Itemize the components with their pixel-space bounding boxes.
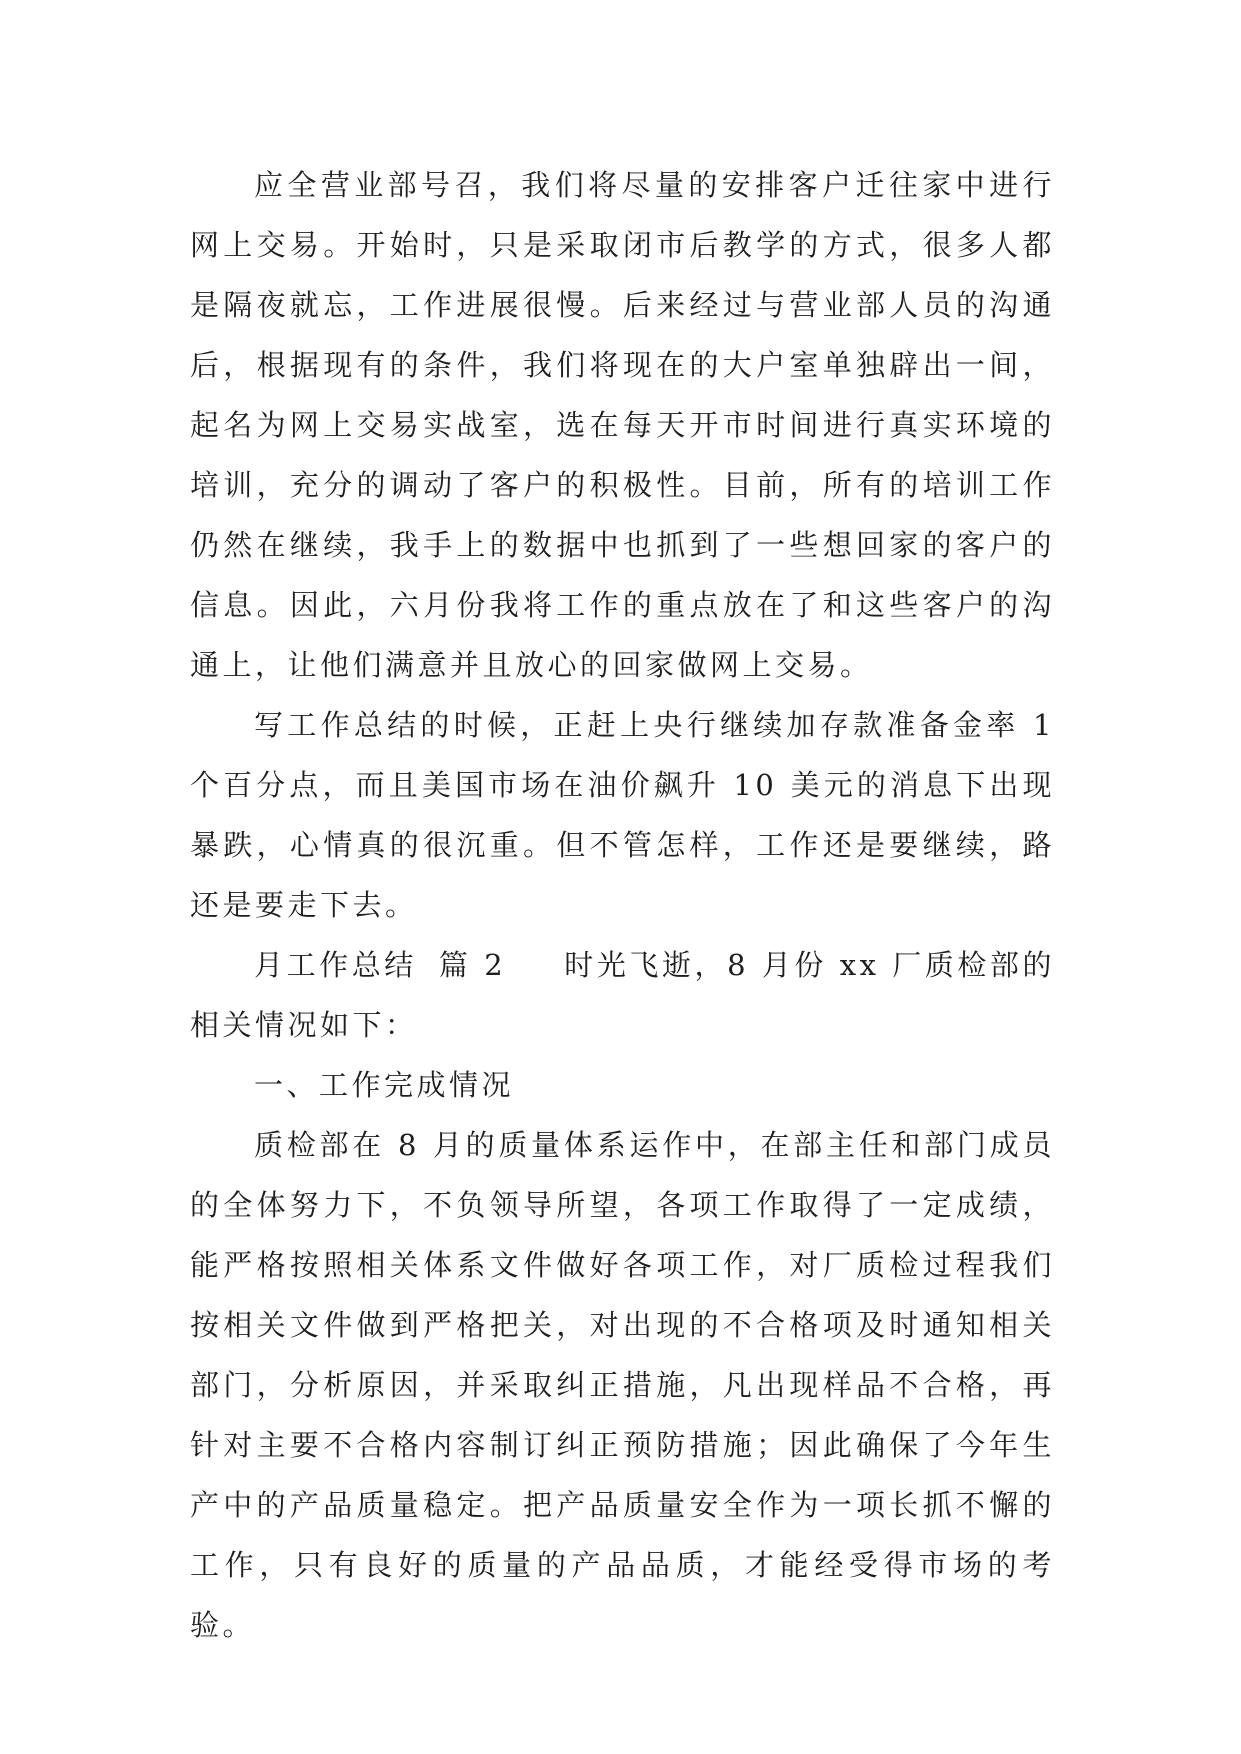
article-2-title: 月工作总结 xyxy=(254,948,417,982)
paragraph-online-trading: 应全营业部号召，我们将尽量的安排客户迁往家中进行网上交易。开始时，只是采取闭市后教学的方式，很多人都是隔夜就忘，工作进展很慢。后来经过与营业部人员的沟通后，根据现有的条件，我们将现在的大户室单独辟出一间，起名为网上交易实战室，选在每天开市时间进行真实环境的培训，充分的调动了客户的积极性。目前，所有的培训工作仍然在继续，我手上的数据中也抓到了一些想回家的客户的信息。因此，六月份我将工作的重点放在了和这些客户的沟通上，让他们满意并且放心的回家做网上交易。 xyxy=(190,168,1055,682)
document-body xyxy=(190,155,1055,1655)
article-2-intro: 时光飞逝，8 月份 xx 厂质检部的相关情况如下： xyxy=(190,948,1055,1042)
article-2-label: 篇 2 xyxy=(438,948,507,982)
article-2-heading-line xyxy=(190,935,1055,1055)
paragraph-summary-context: 写工作总结的时候，正赶上央行继续加存款准备金率 1 个百分点，而且美国市场在油价飙升 10 美元的消息下出现暴跌，心情真的很沉重。但不管怎样，工作还是要继续，路还是要走下去。 xyxy=(190,708,1055,922)
paragraph-quality-work: 质检部在 8 月的质量体系运作中，在部主任和部门成员的全体努力下，不负领导所望，各项工作取得了一定成绩，能严格按照相关体系文件做好各项工作，对厂质检过程我们按相关文件做到严格把关，对出现的不合格项及时通知相关部门，分析原因，并采取纠正措施，凡出现样品不合格，再针对主要不合格内容制订纠正预防措施；因此确保了今年生产中的产品质量稳定。把产品质量安全作为一项长抓不懈的工作，只有良好的质量的产品品质，才能经受得市场的考验。 xyxy=(190,1128,1055,1642)
section-heading: 一、工作完成情况 xyxy=(254,1068,515,1102)
